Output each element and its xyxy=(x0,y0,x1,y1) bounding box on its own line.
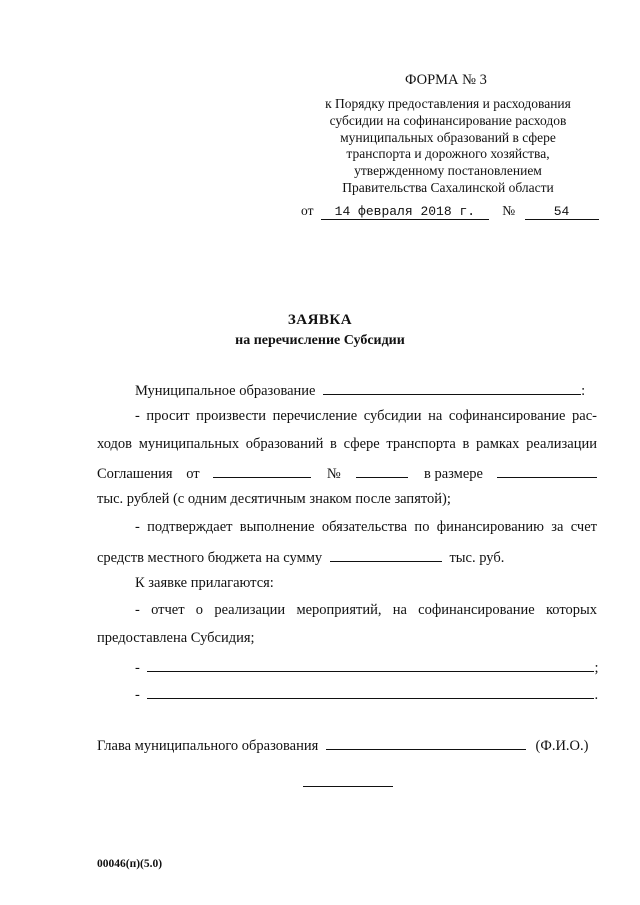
colon: : xyxy=(581,383,586,399)
document-title: ЗАЯВКА xyxy=(287,312,353,328)
from-label: от xyxy=(301,203,314,218)
agreement-label: Соглашения xyxy=(97,466,173,482)
decree-number: 54 xyxy=(525,204,599,220)
local-budget-amount-blank[interactable] xyxy=(330,547,442,562)
confirm-amount-label: средств местного бюджета на сумму xyxy=(97,550,323,566)
amount-blank[interactable] xyxy=(497,463,597,478)
appendix-line: муниципальных образований в сфере xyxy=(340,129,556,145)
appendix-line: транспорта и дорожного хозяйства, xyxy=(346,146,550,162)
confirm-line-2 xyxy=(97,547,504,567)
attachment-blank-2[interactable] xyxy=(147,684,594,699)
decree-date-line xyxy=(301,203,599,220)
attachment-item-1 xyxy=(135,657,599,677)
signature-line xyxy=(97,735,588,755)
report-line-2: предоставлена Субсидия; xyxy=(97,630,255,646)
signature-blank[interactable] xyxy=(326,735,526,750)
appendix-line: к Порядку предоставления и расходования xyxy=(325,96,571,111)
document-subtitle: на перечисление Субсидии xyxy=(235,333,405,348)
appendix-line: Правительства Сахалинской области xyxy=(342,179,554,195)
confirm-unit: тыс. руб. xyxy=(449,550,505,566)
attachment-blank-1[interactable] xyxy=(147,657,594,672)
report-line-1: - отчет о реализации мероприятий, на софинансирование которых xyxy=(135,602,597,618)
dash: - xyxy=(135,687,140,703)
number-label: № xyxy=(502,203,516,218)
agreement-line xyxy=(97,463,597,483)
request-line-1: - просит произвести перечисление субсидии на софинансирование рас- xyxy=(135,408,597,424)
municipality-blank[interactable] xyxy=(323,380,581,395)
document-code: 00046(п)(5.0) xyxy=(97,858,163,870)
decree-date: 14 февраля 2018 г. xyxy=(321,204,489,220)
confirm-line-1: - подтверждает выполнение обязательства по финансированию за счет xyxy=(135,519,597,535)
end-divider xyxy=(303,786,393,787)
agreement-date-blank[interactable] xyxy=(213,463,311,478)
agreement-from-label: от xyxy=(186,466,200,482)
period: . xyxy=(594,687,599,703)
fio-label: (Ф.И.О.) xyxy=(535,738,589,754)
appendix-line: субсидии на софинансирование расходов xyxy=(329,112,567,128)
municipality-label: Муниципальное образование xyxy=(135,383,316,399)
thousand-rubles-line: тыс. рублей (с одним десятичным знаком после запятой); xyxy=(97,491,451,507)
head-label: Глава муниципального образования xyxy=(97,738,319,754)
municipality-line xyxy=(135,380,585,400)
dash: - xyxy=(135,660,140,676)
agreement-number-blank[interactable] xyxy=(356,463,408,478)
form-number: ФОРМА № 3 xyxy=(405,72,487,88)
appendix-reference xyxy=(300,96,596,197)
appendix-line: утвержденному постановлением xyxy=(354,163,542,179)
agreement-number-label: № xyxy=(326,466,341,482)
amount-label: в размере xyxy=(423,466,483,482)
attachment-item-2 xyxy=(135,684,598,704)
attachments-label: К заявке прилагаются: xyxy=(135,575,274,591)
request-line-2: ходов муниципальных образований в сфере транспорта в рамках реализации xyxy=(97,436,597,452)
semicolon: ; xyxy=(594,660,599,676)
